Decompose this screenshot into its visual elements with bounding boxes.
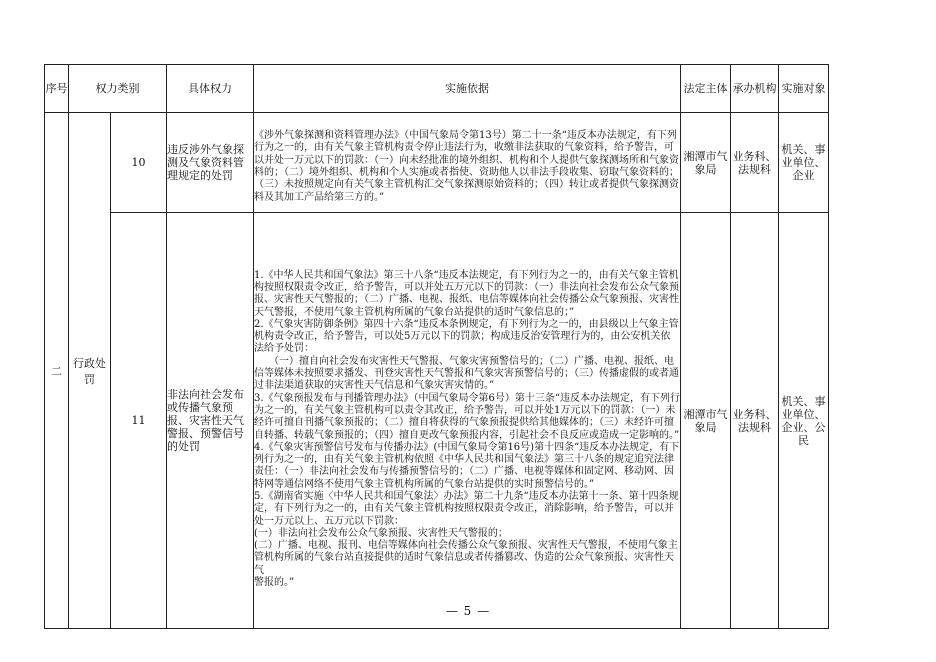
basis-paragraph: 5.《湖南省实施〈中华人民共和国气象法〉办法》第二十九条“违反本办法第十一条、第十四条规定，有下列行为之一的，由有关气象主管机构按照权限责令改正，消除影响，给予警告，可以并处一万元以上、五万元以下罚款： [254, 490, 679, 527]
basis-paragraph: 警报的。” [254, 577, 295, 589]
header-basis: 实施依据 [254, 65, 681, 113]
header-category: 权力类别 [69, 65, 167, 113]
basis-paragraph: 4.《气象灾害预警信号发布与传播办法》(中国气象局令第16号)第十四条“违反本办法规定，有下列行为之一的，由有关气象主管机构依照《中华人民共和国气象法》第三十八条的规定追究法律责任：（一）非法向社会发布与传播预警信号的；（二）广播、电视等媒体和固定网、移动网、因特网等通信网络不使用气象主管机构所属的气象台站提供的实时预警信号的。” [254, 441, 680, 490]
row-subject: 湘潭市气象局 [681, 113, 731, 213]
row-power: 违反涉外气象探测及气象资料管理规定的处罚 [167, 113, 254, 213]
header-power: 具体权力 [167, 65, 254, 113]
row-target: 机关、事业单位、企业 [779, 113, 829, 213]
header-subject: 法定主体 [681, 65, 731, 113]
basis-paragraph: 《涉外气象探测和资料管理办法》（中国气象局令第13号）第二十一条“违反本办法规定，有下列行为之一的，由有关气象主管机构责令停止违法行为，收缴非法获取的气象资料，给予警告，可以并处一万元以下的罚款：（一）向未经批准的境外组织、机构和个人提供气象探测场所和气象资料的；（二）境外组织、机构和个人实施或者指使、资助他人以非法手段收集、窃取气象资料的；（三）未按照规定向有关气象主管机构汇交气象探测原始资料的；（四）转让或者提供气象探测资料及其加工产品给第三方的。” [254, 130, 679, 203]
row-target: 机关、事业单位、企业、公民 [779, 213, 829, 629]
table-row [45, 113, 829, 213]
row-number: 11 [111, 213, 167, 629]
row-basis [254, 113, 681, 213]
row-power: 非法向社会发布或传播气象预报、灾害性天气警报、预警信号的处罚 [167, 213, 254, 629]
basis-paragraph: (一）非法向社会发布公众气象预报、灾害性天气警报的； [254, 527, 508, 539]
group-category: 行政处罚 [69, 113, 111, 629]
basis-paragraph: (二）广播、电视、报刊、电信等媒体向社会传播公众气象预报、灾害性天气警报，不使用气象主 [254, 540, 678, 552]
row-basis [254, 213, 681, 629]
basis-paragraph: 管机构所属的气象台站直接提供的适时气象信息或者传播篡改、伪造的公众气象预报、灾害性天气 [254, 552, 674, 576]
basis-paragraph: 2.《气象灾害防御条例》第四十六条“违反本条例规定，有下列行为之一的，由县级以上气象主管机构责令改正，给予警告，可以处5万元以下的罚款；构成违反治安管理行为的，由公安机关依法给予处罚： [254, 318, 679, 355]
power-list-table [44, 64, 829, 629]
basis-paragraph: 3.《气象预报发布与刊播管理办法》（中国气象局令第6号）第十三条“违反本办法规定，有下列行为之一的，有关气象主管机构可以责令其改正，给予警告，可以并处1万元以下的罚款：（一）未经许可擅自刊播气象预报的；（二）擅自将获得的气象预报提供给其他媒体的；（三）未经许可擅自转播、转载气象预报的；（四）擅自更改气象预报内容，引起社会不良反应或造成一定影响的。” [254, 392, 681, 441]
page-number: — 5 — [445, 604, 491, 618]
row-number: 10 [111, 113, 167, 213]
basis-paragraph: （一）擅自向社会发布灾害性天气警报、气象灾害预警信号的；（二）广播、电视、报纸、电信等媒体未按照要求播发、刊登灾害性天气警报和气象灾害预警信号的；（三）传播虚假的或者通过非法渠道获取的灾害性天气信息和气象灾害灾情的。” [254, 355, 679, 392]
header-row [45, 65, 829, 113]
basis-paragraph: 1.《中华人民共和国气象法》第三十八条“违反本法规定，有下列行为之一的，由有关气象主管机构按照权限责令改正，给予警告，可以并处五万元以下的罚款：（一）非法向社会发布公众气象预报、灾害性天气警报的；（二）广播、电视、报纸、电信等媒体向社会传播公众气象预报、灾害性天气警报，不使用气象主管机构所属的气象台站提供的适时气象信息的；” [254, 269, 679, 318]
row-dept: 业务科、法规科 [731, 213, 779, 629]
group-seq: 二 [45, 113, 69, 629]
header-target: 实施对象 [779, 65, 829, 113]
table-row [45, 213, 829, 629]
header-dept: 承办机构 [731, 65, 779, 113]
header-seq: 序号 [45, 65, 69, 113]
row-subject: 湘潭市气象局 [681, 213, 731, 629]
row-dept: 业务科、法规科 [731, 113, 779, 213]
